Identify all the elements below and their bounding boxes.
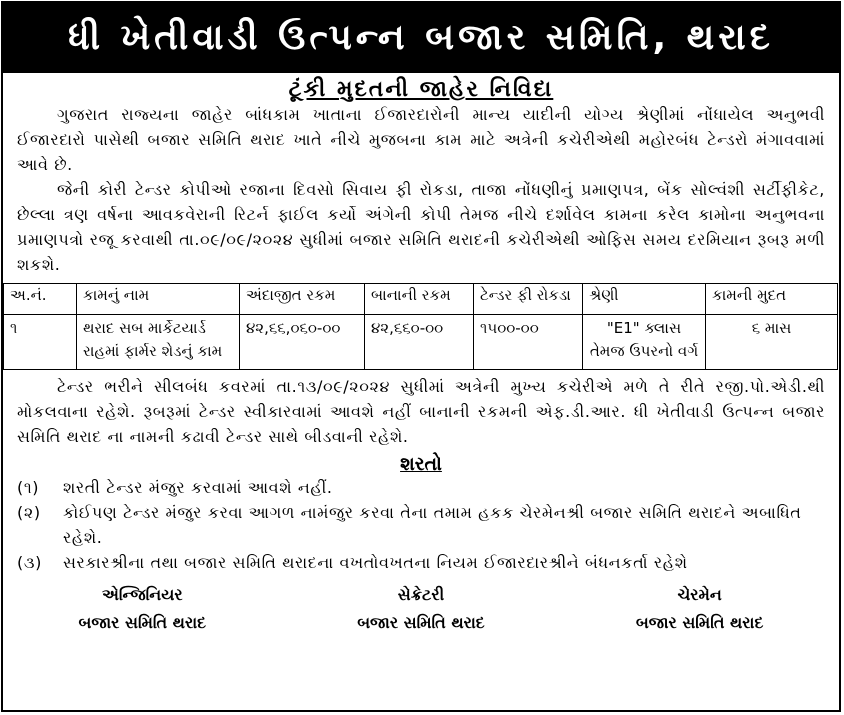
cell-tender-fee: ૧૫૦૦-૦૦ xyxy=(474,315,583,370)
term-text: શરતી ટેન્ડર મંજુર કરવામાં આવશે નહીં. xyxy=(63,478,333,497)
col-deposit-amount: બાનાની રકમ xyxy=(365,284,474,315)
col-category: શ્રેણી xyxy=(583,284,706,315)
submission-paragraph: ટેન્ડર ભરીને સીલબંધ કવરમાં તા.૧૩/૦૯/૨૦૨૪ સુધીમાં અત્રેની મુખ્ય કચેરીએ મળે તે રીતે રજી.પો.એડી.થી મોકલવાના રહેશે. રૂબરૂમાં ટેન્ડર સ્વીકારવામાં આવશે નહીં બાનાની રકમની એફ.ડી.આર. ધી ખેતીવાડી ઉત્પન્ન બજાર સમિતિ થરાદ ના નામની કઢાવી ટેન્ડર સાથે બીડવાની રહેશે. xyxy=(17,377,825,446)
col-duration: કામની મુદત xyxy=(706,284,838,315)
term-text: કોઈપણ ટેન્ડર મંજુર કરવા આગળ નામંજુર કરવા તેના તમામ હકક ચેરમેનશ્રી બજાર સમિતિ થરાદને અબાધિત રહેશે. xyxy=(63,503,802,547)
col-work-name: કામનું નામ xyxy=(77,284,240,315)
header-banner xyxy=(3,3,839,73)
cell-duration: ૬ માસ xyxy=(706,315,838,370)
cell-category: "E1" ક્લાસ તેમજ ઉપરનો વર્ગ xyxy=(583,315,706,370)
signature-secretary xyxy=(357,581,485,637)
intro-paragraph: ગુજરાત રાજ્યના જાહેર બાંધકામ ખાતાના ઈજારદારોની માન્ય યાદીની યોગ્ય શ્રેણીમાં નોંધાયેલ અનુભવી ઈજારદારો પાસેથી બજાર સમિતિ થરાદ ખાતે નીચે મુજબના કામ માટે અત્રેની કચેરીએથી મહોરબંધ ટેન્ડરો મંગાવવામાં આવે છે. xyxy=(17,105,825,174)
term-item xyxy=(3,475,839,500)
signature-role: ચેરમેન xyxy=(677,585,722,604)
cell-deposit-amount: ૪૨,૬૬૦-૦૦ xyxy=(365,315,474,370)
cell-serial: ૧ xyxy=(4,315,77,370)
signature-org: બજાર સમિતિ થરાદ xyxy=(78,613,207,632)
signature-org: બજાર સમિતિ થરાદ xyxy=(635,613,764,632)
signature-role: એન્જિનિયર xyxy=(102,585,183,604)
table-header-row xyxy=(4,284,838,315)
details-paragraph: જેની કોરી ટેન્ડર કોપીઓ રજાના દિવસો સિવાય ફી રોકડા, તાજા નોંધણીનું પ્રમાણપત્ર, બેંક સોલ્વંશી સર્ટીફીકેટ, છેલ્લા ત્રણ વર્ષના આવકવેરાની રિટર્ન ફાઈલ કર્યો અંગેની કોપી તેમજ નીચે દર્શાવેલ કામના કરેલ કામોના અનુભવના પ્રમાણપત્રો રજૂ કરવાથી તા.૦૯/૦૯/૨૦૨૪ સુધીમાં બજાર સમિતિ થરાદની કચેરીએથી ઓફિસ સમય દરમિયાન રૂબરૂ મળી શકશે. xyxy=(17,180,825,274)
signature-role: સેક્રેટરી xyxy=(397,585,445,604)
tender-table xyxy=(3,283,838,370)
table-row xyxy=(4,315,838,370)
notice-title: ટૂંકી મુદતની જાહેર નિવિદા xyxy=(288,77,554,102)
signature-engineer xyxy=(79,581,207,637)
col-tender-fee: ટેન્ડર ફી રોકડા xyxy=(474,284,583,315)
term-number: (૩) xyxy=(17,553,42,572)
tender-notice xyxy=(1,1,841,712)
col-serial: અ.નં. xyxy=(4,284,77,315)
signature-chairman xyxy=(636,581,764,637)
term-number: (૨) xyxy=(17,503,41,522)
terms-title: શરતો xyxy=(400,453,442,475)
term-text: સરકારશ્રીના તથા બજાર સમિતિ થરાદના વખતોવખતના નિયમ ઈજારદારશ્રીને બંધનકર્તા રહેશે xyxy=(63,553,688,572)
organization-title: ધી ખેતીવાડી ઉત્પન્ન બજાર સમિતિ, થરાદ xyxy=(68,17,774,58)
term-item xyxy=(3,550,839,575)
cell-work-name: થરાદ સબ માર્કેટયાર્ડ રાહમાં ફાર્મર શેડનું કામ xyxy=(77,315,240,370)
cell-estimated-amount: ૪૨,૬૬,૦૬૦-૦૦ xyxy=(240,315,365,370)
signature-org: બજાર સમિતિ થરાદ xyxy=(357,613,485,632)
term-number: (૧) xyxy=(17,478,40,497)
term-item xyxy=(3,500,839,550)
col-estimated-amount: અંદાજીત રકમ xyxy=(240,284,365,315)
signature-block xyxy=(3,581,839,637)
